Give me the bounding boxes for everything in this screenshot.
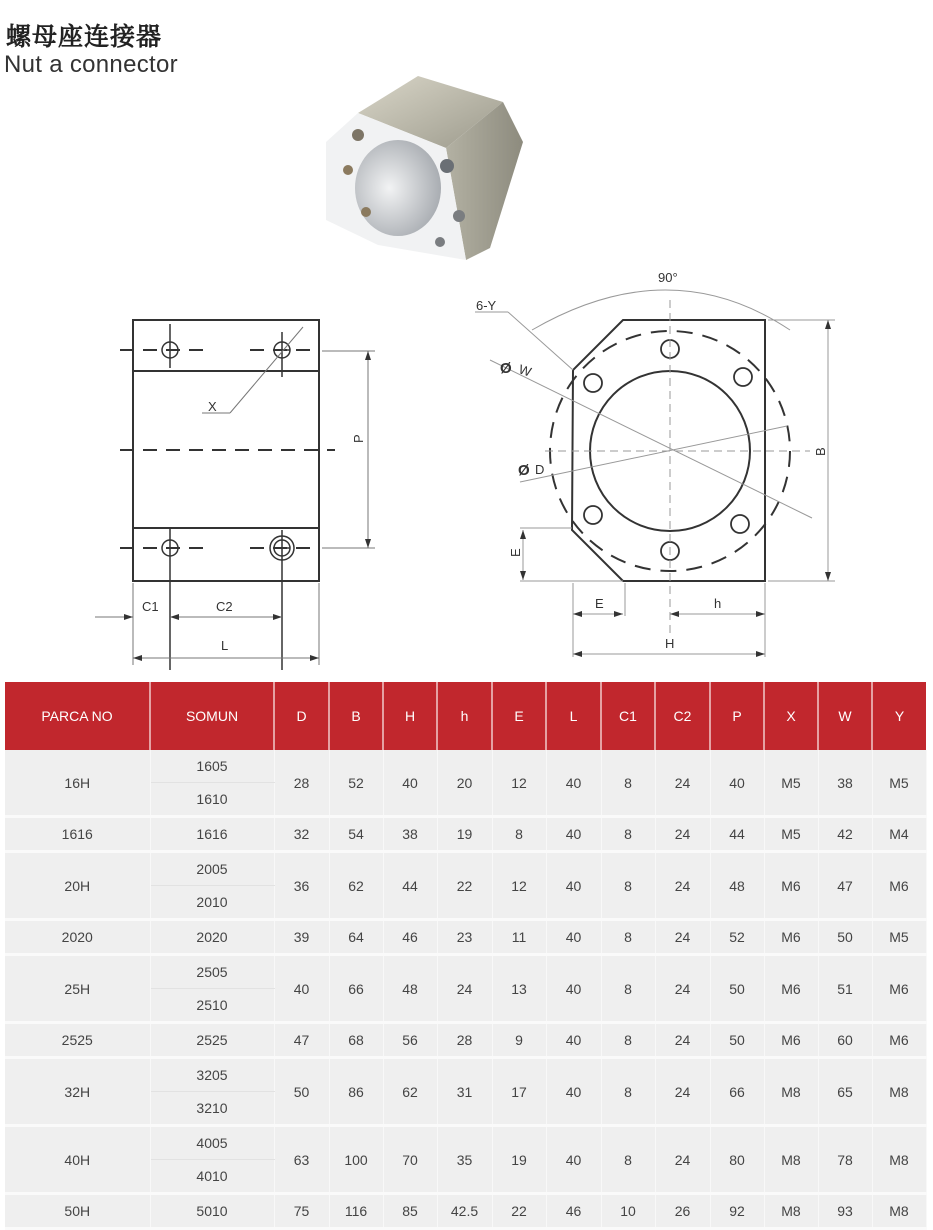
cell-p: 92 <box>710 1194 764 1229</box>
cell-h: 62 <box>383 1058 437 1126</box>
table-row <box>5 852 926 886</box>
label-x: X <box>208 399 217 414</box>
cell-x: M8 <box>764 1126 818 1194</box>
cell-e: 8 <box>492 817 546 852</box>
cell-p: 40 <box>710 750 764 817</box>
label-c1: C1 <box>142 599 159 614</box>
col-c2: C2 <box>655 682 710 750</box>
cell-parca-no: 40H <box>5 1126 150 1194</box>
cell-c1: 8 <box>601 1023 655 1058</box>
cell-somun: 1610 <box>150 783 274 817</box>
spec-table <box>5 682 927 1230</box>
cell-b: 68 <box>329 1023 383 1058</box>
cell-p: 48 <box>710 852 764 920</box>
cell-somun: 3210 <box>150 1092 274 1126</box>
cell-h: 40 <box>383 750 437 817</box>
cell-e: 11 <box>492 920 546 955</box>
cell-w: 51 <box>818 955 872 1023</box>
page-title-cn: 螺母座连接器 <box>6 22 163 51</box>
cell-somun: 4010 <box>150 1160 274 1194</box>
cell-l: 40 <box>546 1126 601 1194</box>
cell-x: M6 <box>764 920 818 955</box>
cell-l: 46 <box>546 1194 601 1229</box>
cell-c1: 8 <box>601 1058 655 1126</box>
cell-p: 44 <box>710 817 764 852</box>
cell-somun: 1605 <box>150 750 274 783</box>
cell-h: 20 <box>437 750 492 817</box>
cell-y: M8 <box>872 1058 926 1126</box>
cell-y: M8 <box>872 1126 926 1194</box>
cell-d: 36 <box>274 852 329 920</box>
cell-y: M4 <box>872 817 926 852</box>
cell-d: 28 <box>274 750 329 817</box>
cell-y: M6 <box>872 1023 926 1058</box>
cell-e: 12 <box>492 852 546 920</box>
label-l: L <box>221 638 229 653</box>
label-holes: 6-Y <box>476 298 497 313</box>
cell-c2: 24 <box>655 1058 710 1126</box>
col-p: P <box>710 682 764 750</box>
cell-c1: 8 <box>601 852 655 920</box>
cell-h: 42.5 <box>437 1194 492 1229</box>
cell-h: 31 <box>437 1058 492 1126</box>
diameter-symbol-d: Ø <box>518 462 530 479</box>
cell-parca-no: 2525 <box>5 1023 150 1058</box>
cell-h: 38 <box>383 817 437 852</box>
cell-y: M6 <box>872 852 926 920</box>
cell-w: 78 <box>818 1126 872 1194</box>
cell-x: M5 <box>764 817 818 852</box>
table-row <box>5 750 926 783</box>
cell-c1: 8 <box>601 920 655 955</box>
cell-c2: 24 <box>655 817 710 852</box>
table-row <box>5 1058 926 1092</box>
cell-w: 60 <box>818 1023 872 1058</box>
cell-x: M5 <box>764 750 818 817</box>
cell-d: 39 <box>274 920 329 955</box>
cell-b: 52 <box>329 750 383 817</box>
cell-h: 46 <box>383 920 437 955</box>
cell-x: M6 <box>764 955 818 1023</box>
cell-somun: 2020 <box>150 920 274 955</box>
label-d: D <box>535 462 545 477</box>
side-view-drawing <box>90 300 390 670</box>
col-h-small: h <box>437 682 492 750</box>
cell-b: 86 <box>329 1058 383 1126</box>
cell-somun: 2525 <box>150 1023 274 1058</box>
cell-e: 19 <box>492 1126 546 1194</box>
cell-d: 63 <box>274 1126 329 1194</box>
cell-w: 38 <box>818 750 872 817</box>
cell-h: 70 <box>383 1126 437 1194</box>
cell-h: 35 <box>437 1126 492 1194</box>
cell-c2: 24 <box>655 955 710 1023</box>
cell-b: 54 <box>329 817 383 852</box>
cell-d: 40 <box>274 955 329 1023</box>
cell-w: 93 <box>818 1194 872 1229</box>
cell-h: 24 <box>437 955 492 1023</box>
cell-somun: 4005 <box>150 1126 274 1160</box>
cell-parca-no: 16H <box>5 750 150 817</box>
table-row <box>5 1194 926 1229</box>
col-parca-no: PARCA NO <box>5 682 150 750</box>
cell-c2: 26 <box>655 1194 710 1229</box>
cell-parca-no: 2020 <box>5 920 150 955</box>
cell-parca-no: 50H <box>5 1194 150 1229</box>
cell-h: 56 <box>383 1023 437 1058</box>
cell-somun: 2005 <box>150 852 274 886</box>
cell-d: 75 <box>274 1194 329 1229</box>
cell-h: 44 <box>383 852 437 920</box>
label-h-small: h <box>714 596 722 611</box>
cell-h: 22 <box>437 852 492 920</box>
cell-parca-no: 20H <box>5 852 150 920</box>
label-b: B <box>813 447 828 456</box>
cell-y: M5 <box>872 920 926 955</box>
cell-e: 9 <box>492 1023 546 1058</box>
cell-c1: 8 <box>601 955 655 1023</box>
cell-b: 64 <box>329 920 383 955</box>
table-header-row <box>5 682 926 750</box>
cell-l: 40 <box>546 955 601 1023</box>
cell-e: 13 <box>492 955 546 1023</box>
cell-y: M6 <box>872 955 926 1023</box>
cell-h: 19 <box>437 817 492 852</box>
cell-l: 40 <box>546 750 601 817</box>
cell-d: 47 <box>274 1023 329 1058</box>
cell-l: 40 <box>546 1058 601 1126</box>
cell-c1: 10 <box>601 1194 655 1229</box>
cell-x: M6 <box>764 1023 818 1058</box>
table-row <box>5 1023 926 1058</box>
cell-p: 50 <box>710 1023 764 1058</box>
cell-somun: 2010 <box>150 886 274 920</box>
cell-b: 100 <box>329 1126 383 1194</box>
cell-h: 85 <box>383 1194 437 1229</box>
cell-p: 50 <box>710 955 764 1023</box>
cell-c2: 24 <box>655 920 710 955</box>
cell-somun: 1616 <box>150 817 274 852</box>
cell-b: 66 <box>329 955 383 1023</box>
cell-parca-no: 1616 <box>5 817 150 852</box>
cell-d: 32 <box>274 817 329 852</box>
cell-e: 12 <box>492 750 546 817</box>
col-e: E <box>492 682 546 750</box>
label-p: P <box>351 434 366 443</box>
cell-p: 66 <box>710 1058 764 1126</box>
cell-d: 50 <box>274 1058 329 1126</box>
front-view-drawing <box>460 260 860 670</box>
cell-w: 50 <box>818 920 872 955</box>
col-c1: C1 <box>601 682 655 750</box>
col-b: B <box>329 682 383 750</box>
cell-l: 40 <box>546 1023 601 1058</box>
cell-x: M8 <box>764 1194 818 1229</box>
diameter-symbol-w: Ø <box>500 360 512 377</box>
table-row <box>5 955 926 989</box>
col-h-big: H <box>383 682 437 750</box>
product-photo <box>318 70 533 265</box>
label-angle: 90° <box>658 270 678 285</box>
col-l: L <box>546 682 601 750</box>
col-d: D <box>274 682 329 750</box>
cell-somun: 2510 <box>150 989 274 1023</box>
cell-x: M6 <box>764 852 818 920</box>
table-row <box>5 817 926 852</box>
cell-h: 48 <box>383 955 437 1023</box>
cell-c2: 24 <box>655 1126 710 1194</box>
col-y: Y <box>872 682 926 750</box>
cell-c2: 24 <box>655 750 710 817</box>
cell-e: 22 <box>492 1194 546 1229</box>
cell-p: 52 <box>710 920 764 955</box>
cell-y: M5 <box>872 750 926 817</box>
cell-h: 23 <box>437 920 492 955</box>
cell-somun: 5010 <box>150 1194 274 1229</box>
cell-c2: 24 <box>655 1023 710 1058</box>
col-somun: SOMUN <box>150 682 274 750</box>
cell-parca-no: 25H <box>5 955 150 1023</box>
col-w: W <box>818 682 872 750</box>
cell-h: 28 <box>437 1023 492 1058</box>
label-e-vertical: E <box>508 548 523 557</box>
cell-somun: 2505 <box>150 955 274 989</box>
cell-b: 62 <box>329 852 383 920</box>
cell-c2: 24 <box>655 852 710 920</box>
label-h-big: H <box>665 636 675 651</box>
table-row <box>5 920 926 955</box>
cell-w: 65 <box>818 1058 872 1126</box>
cell-c1: 8 <box>601 817 655 852</box>
cell-parca-no: 32H <box>5 1058 150 1126</box>
label-w: W <box>516 361 534 380</box>
cell-x: M8 <box>764 1058 818 1126</box>
cell-somun: 3205 <box>150 1058 274 1092</box>
cell-l: 40 <box>546 817 601 852</box>
cell-p: 80 <box>710 1126 764 1194</box>
col-x: X <box>764 682 818 750</box>
table-row <box>5 1126 926 1160</box>
label-c2: C2 <box>216 599 233 614</box>
cell-c1: 8 <box>601 1126 655 1194</box>
page-title-en: Nut a connector <box>4 51 178 78</box>
cell-c1: 8 <box>601 750 655 817</box>
cell-w: 47 <box>818 852 872 920</box>
cell-e: 17 <box>492 1058 546 1126</box>
cell-l: 40 <box>546 920 601 955</box>
cell-b: 116 <box>329 1194 383 1229</box>
cell-l: 40 <box>546 852 601 920</box>
cell-y: M8 <box>872 1194 926 1229</box>
label-e-horizontal: E <box>595 596 604 611</box>
cell-w: 42 <box>818 817 872 852</box>
